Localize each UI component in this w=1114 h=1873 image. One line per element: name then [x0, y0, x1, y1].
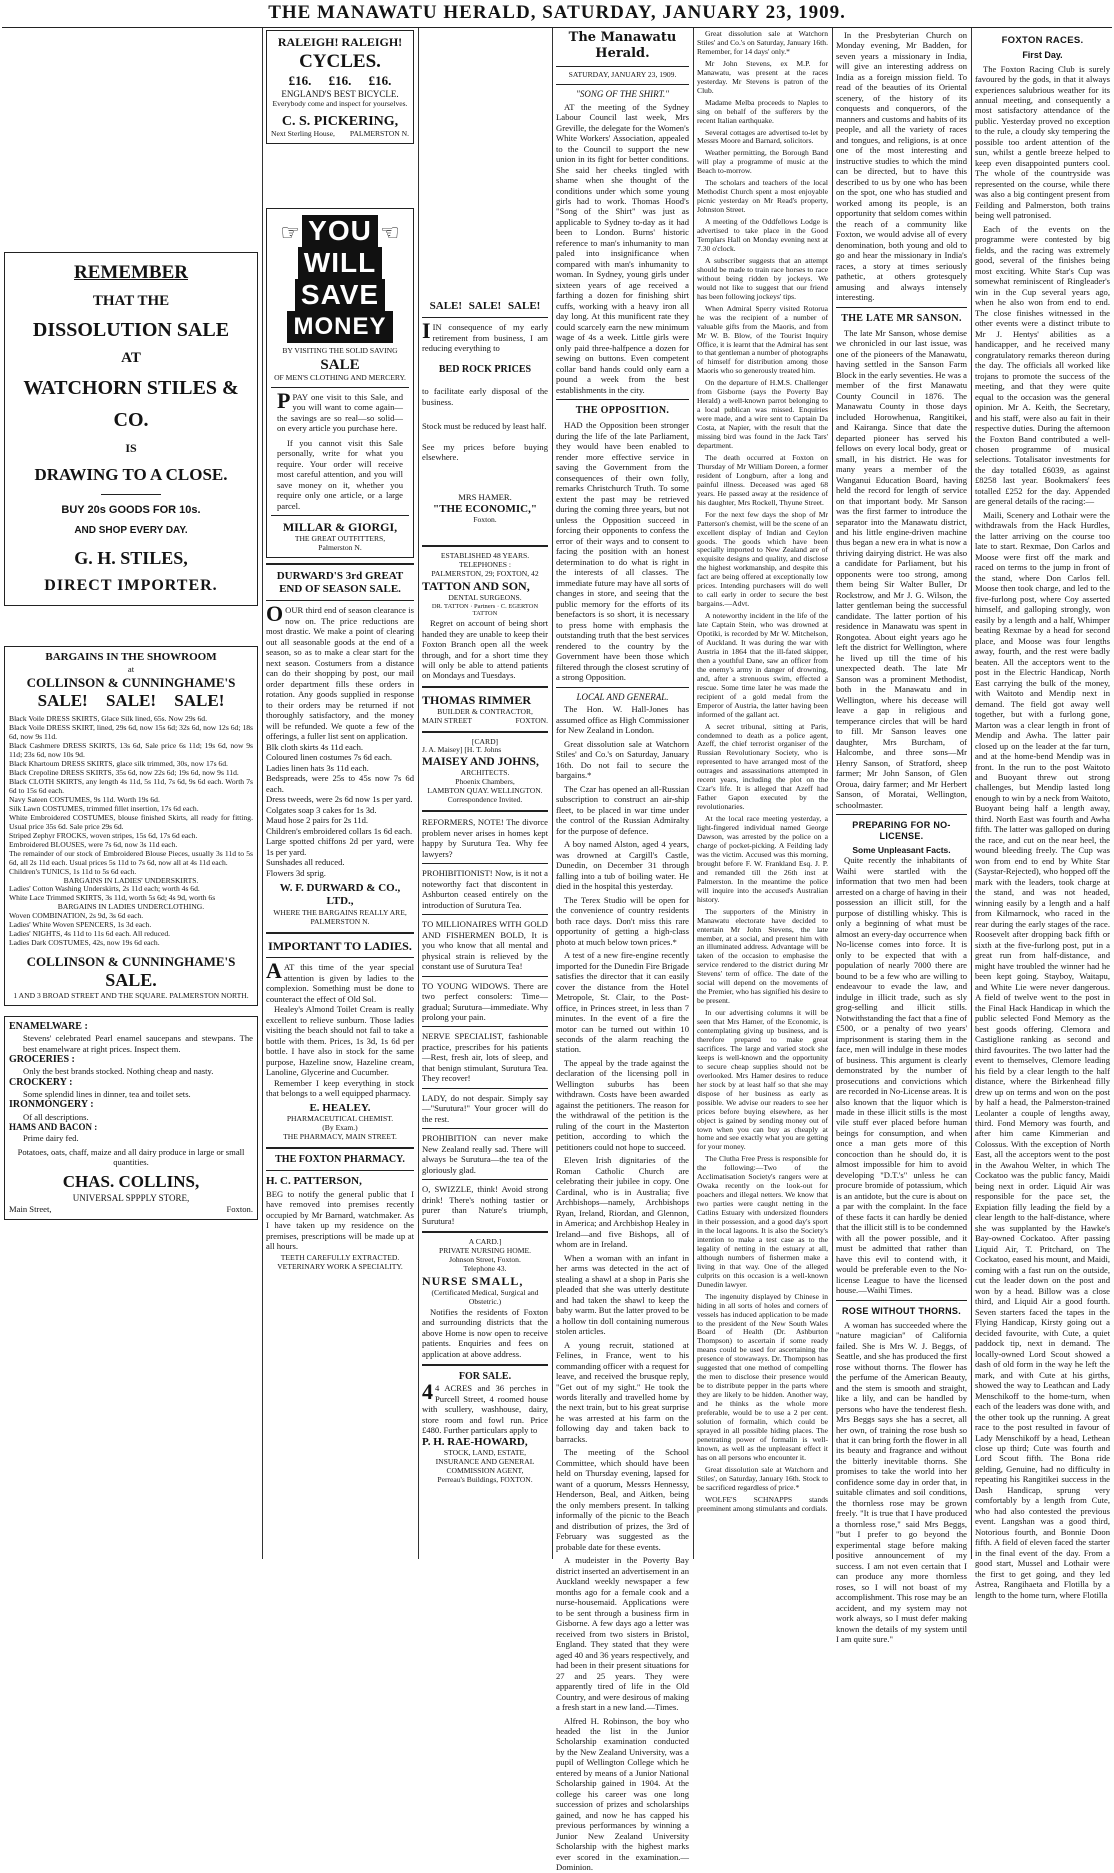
ad-banner: YOU	[302, 215, 378, 247]
article-paragraph: The Clutha Free Press is responsible for the following:—Two of the Acclimatisation Society's rangers were at Owaka recently on the look-out for poachers and illegal netters. We know that two parties were caught netting in the Catlins Estuary with undersized flounders in their possession, and a good day's sport in the local lagoons. It is also the Society's intention to make a test case as to the legality of netting in the estuary at all, although numbers of fishermen make a living in that way. One of the alleged culprits on this occasion is a well-known Dunedin lawyer.	[697, 1154, 828, 1289]
collinson-list	[9, 715, 253, 948]
column-divider	[262, 28, 263, 1559]
list-item: Maud hose 2 pairs for 2s 11d.	[266, 815, 369, 826]
ad-subheading: CROCKERY :	[9, 1076, 73, 1088]
ad-line: Everybody come and inspect for yourselves.	[272, 98, 408, 108]
ad-heading: H. C. PATTERSON,	[266, 1175, 362, 1188]
ad-line: ENGLAND'S BEST BICYCLE.	[281, 88, 399, 99]
ad-text: PAY one visit to this Sale, and you will want to come again—the savings are so real—so solid—on every article you purchase here.	[277, 391, 403, 434]
nurse-small-advertisement	[422, 1238, 548, 1359]
list-item: Embroidered BLOUSES, were 7s 6d, now 3s 11d each.	[9, 839, 178, 849]
column-3	[422, 30, 548, 1557]
ad-text: Some splendid lines in dinner, tea and toilet sets.	[23, 1088, 191, 1099]
ad-heading: IMPORTANT TO LADIES.	[268, 938, 412, 953]
article-title: LOCAL AND GENERAL.	[576, 691, 669, 702]
remember-heading: REMEMBER	[74, 262, 188, 283]
article-paragraph: A test of a new fire-engine recently imported for the Dunedin Fire Brigade satisfies the director that it can easily cover the distance from the Hotel Metropole, St. Clair, to the Post-office, in Princes street, in less than 7 minutes. In the event of a fire the motor can be turned out within 10 seconds of the alarm reaching the station.	[556, 950, 689, 1055]
ad-heading: P. H. RAE-HOWARD,	[422, 1435, 528, 1448]
ad-text: Healey's Almond Toilet Cream is really excellent to relieve sunburn. Those ladies visiting the beach should not fail to take a bottle with them. Prices, 1s 3d, 1s 6d per bottle. I have also in stock for the same purpose, Hazeline snow, Hazeline cream, Lanoline, Glycerine and Cucumber.	[266, 1004, 414, 1078]
article-subtitle: First Day.	[1022, 49, 1063, 60]
ad-line: PALMERSTON N.	[310, 916, 370, 926]
column-divider	[971, 28, 972, 1559]
ad-heading: THOMAS RIMMER	[422, 692, 531, 707]
ad-heading: COLLINSON & CUNNINGHAME'S	[26, 954, 236, 970]
ad-line: Perreau's Buildings, FOXTON.	[437, 1474, 533, 1484]
list-item: Children's TUNICS, 1s 11d to 5s 6d each.	[9, 866, 137, 876]
article-paragraph: A secret tribunal, sitting at Paris, condemned to death as a police agent, Azeff, the chief terrorist organiser of the Russian Revolutionary Society, who is represented to have arranged most of the outrages and assassinations attempted in recent years, including the plot on the Czar's life. It is alleged that Azeff had Father Gapon executed by the revolutionaries.	[697, 721, 828, 812]
ad-line: PRIVATE NURSING HOME.	[438, 1246, 532, 1256]
ad-text: Stock must be reduced by least half.	[422, 421, 547, 432]
surutura-ad: NERVE SPECIALIST, fashionable practice, prescribes for his patients—Rest, fresh air, lots of sleep, and that benign stimulant, Surutura Tea. They recover!	[422, 1031, 548, 1084]
pointing-hand-icon: ☜	[380, 219, 400, 245]
list-item: White Embroidered COSTUMES, blouse finished Skirts, all ready for fitting. Usual price 35s 6d. Sale price 29s 6d.	[9, 812, 253, 831]
ad-line: VETERINARY WORK A SPECIALITY.	[277, 1262, 403, 1272]
surutura-ad: REFORMERS, NOTE! The divorce problem never arises in homes kept happy by Surutura Tea. Why fee lawyers?	[422, 817, 548, 859]
column-divider	[693, 28, 694, 1559]
ad-line: Next Sterling House,	[271, 128, 335, 138]
ad-banner: WILL	[298, 247, 382, 279]
healey-advertisement: IMPORTANT TO LADIES. AAT this time of the year special attention is given by ladies to the complexion. Something must be done to counteract the effect of Old Sol. Healey's Almond Toilet Cream is really excellent to relieve sunburn. Those ladies visiting the beach should not fail to take a bottle with them. Prices, 1s 3d, 1s 6d per bottle. I have also in stock for the same purpose, Hazeline snow, Hazeline cream, Lanoline, Glycerine and Cucumber. Remember I keep everything in stock that belongs to a well equipped pharmacy. E. HEALEY. PHARMACEUTICAL CHEMIST. (By Exam.) THE PHARMACY, MAIN STREET.	[266, 938, 414, 1142]
surutura-ad: PROHIBITION can never make New Zealand really sad. There will always be Surutura—the tea of the gloriously glad.	[422, 1133, 548, 1175]
column-1	[4, 30, 258, 1557]
article-paragraph: Eleven Irish dignitaries of the Roman Catholic Church are celebrating their jubilee in copy. One Cardinal, who is in Australia; five Archbishops—namely, Archbishops Ryan, Ireland, Riordan, and Glennon, in America; and Archbishop Healey in Ireland—and five Bishops, all of whom are in Ireland.	[556, 1155, 689, 1250]
list-item: Blk cloth skirts 4s 11d each.	[266, 741, 364, 752]
article-paragraph: In the Presbyterian Church on Monday evening, Mr Badden, for seven years a missionary in India, will give an interesting address on India as a foreign mission field. To read of the beauties of its Oriental scenery, of the history of its conquests and conquerors, of the manners and customs and habits of its people, and all the variety of races and tongues, and religions, is at once one of the most interesting and instructive studies to which the mind can be directed, but to have this described to us by one who has been on the spot, one who has studied and worked among its people, is an opportunity that seldom comes within the reach of a community like Foxton, we would advise all of every denomination, both young and old to go and hear the missionary in India's races, a story at times seriously pathetic, at others grotesquely amusing and always intensely interesting.	[836, 30, 967, 303]
ad-line: PALMERSTON, 29; FOXTON, 42	[431, 569, 539, 579]
ad-line: DRAWING TO A CLOSE.	[34, 465, 228, 485]
rae-howard-advertisement: FOR SALE. 4 4 ACRES and 36 perches in Purcell Street, 4 roomed house with scullery, washhouse, dairy, store room and fowl run. Price £480. Further particulars apply to P. H. RAE-HOWARD, STOCK, LAND, ESTATE, INSURANCE AND GENERAL COMMISSION AGENT, Perreau's Buildings, FOXTON.	[422, 1370, 548, 1484]
column-5	[697, 30, 828, 1557]
ad-line: STOCK, LAND, ESTATE, INSURANCE AND GENERAL COMMISSION AGENT,	[435, 1448, 535, 1475]
ad-heading: RALEIGH! RALEIGH!	[277, 35, 403, 49]
remember-advertisement	[4, 252, 258, 606]
article-paragraph: Mr John Stevens, ex M.P. for Manawatu, was present at the races yesterday. Mr Stevens is patron of the Club.	[697, 58, 828, 95]
ad-line: UNIVERSAL SPPPLY STORE,	[72, 1193, 190, 1204]
ad-line: MAIN STREET	[422, 715, 472, 725]
ad-text: AT this time of the year special attention is given by ladies to the complexion. Something must be done to counteract the effect of Old Sol.	[266, 962, 414, 1004]
article-title: THE OPPOSITION.	[575, 405, 670, 417]
ad-heading: "THE ECONOMIC,"	[433, 502, 537, 515]
ad-line: Main Street,	[9, 1204, 52, 1215]
list-item: Black CLOTH SKIRTS, any length 4s 11d, 5s 11d, 7s 6d, 9s 6d each. Worth 7s 6d to 15s 6d each.	[9, 777, 253, 795]
ad-line: THE PHARMACY, MAIN STREET.	[283, 1132, 397, 1142]
list-item: Black Crepoline DRESS SKIRTS, 35s 6d, now 22s 6d; 19s 6d, now 9s 11d.	[9, 768, 239, 778]
list-item: Ladies' White Woven SPENCERS, 1s 3d each.	[9, 920, 152, 930]
article-paragraph: A meeting of the Oddfellows Lodge is advertised to take place in the Good Templars Hall on Monday evening next at 7.30 o'clock.	[697, 217, 828, 253]
ad-line: BUY 20s GOODS FOR 10s.	[61, 504, 201, 517]
ad-text: Stevens' celebrated Pearl enamel saucepans and stewpans. The best enamelware at right prices. Inspect them.	[23, 1033, 253, 1054]
ad-subheading: IRONMONGERY :	[9, 1099, 94, 1111]
article-paragraph: When a woman with an infant in her arms was detected in the act of stealing a shawl at a shop in Paris she pleaded that she was utterly destitute and had taken the shawl to keep the baby warm. But the latter proved to be a hollow tin doll containing numerous stolen articles.	[556, 1252, 689, 1337]
ad-heading: W. F. DURWARD & CO., LTD.,	[279, 882, 401, 908]
article-title: PREPARING FOR NO-LICENSE.	[852, 820, 951, 842]
article-paragraph: Alfred H. Robinson, the boy who headed the list in the Junior Scholarship examination conducted by the New Zealand University, was a pupil of Wellington College which he entered by means of a Junior National Scholarship gained in 1904. At the college his career was one long succession of prizes and scholarships gained, and now he has capped his previous performances by winning a Junior New Zealand University Scholarship with the highest marks ever scored in the examination.—Dominion.	[556, 1715, 689, 1873]
ad-line: BUILDER & CONTRACTOR,	[437, 706, 533, 716]
ad-line: OF MEN'S CLOTHING AND MERCERY.	[274, 372, 406, 382]
list-item: Black Voile DRESS SKIRTS, Glace Silk lined, 65s. Now 29s 6d.	[9, 714, 207, 724]
list-item: Black Voile DRESS SKIRT, lined, 29s 6d, now 15s 6d; 32s 6d, now 12s 6d; 18s 6d, now 9s 11d.	[9, 723, 253, 742]
ad-line: AND SHOP EVERY DAY.	[74, 524, 188, 536]
ad-line: A CARD.]	[468, 1237, 502, 1247]
ad-heading: BED ROCK PRICES	[438, 363, 532, 375]
list-item: Striped Zephyr FROCKS, woven stripes, 15s 6d, 17s 6d each.	[9, 830, 198, 840]
ad-line: [CARD]	[471, 736, 499, 746]
ad-line: BY VISITING THE SOLID SAVING	[282, 345, 398, 355]
ad-line: IS	[125, 440, 137, 455]
ad-heading: CHAS. COLLINS,	[62, 1172, 200, 1192]
article-paragraph: Great dissolution sale at Watchorn Stiles' and Co.'s on Saturday, January 16th. Do not fail to secure the bargains.*	[556, 738, 689, 781]
article-paragraph: The supporters of the Ministry in Manawatu electorate have decided to entertain Mr John Stevens, the late member, at a social, and present him with an illuminated address. Advantage will be taken of the occasion to emphasise the service rendered to the district during Mr Stevens' term of office. The date of the social will depend on the movements of the Premier, who has signified his desire to be present.	[697, 906, 828, 1006]
ad-text: Only the best brands stocked. Nothing cheap and nasty.	[23, 1066, 214, 1077]
article-paragraph: A mudeister in the Poverty Bay district inserted an advertisement in an Auckland weekly newspaper a few months ago for a female cook and a nurse-housemaid. Applications were to be sent through a business firm in Gisborne. A few days ago a letter was received from two sisters in Bristol, England. They stated that they were aged 40 and 36 years respectively, and had been in their present situations for 27 and 25 years. They were apparently tired of life in the Old Country, and were desirous of making a fresh start in a new land.—Times.	[556, 1555, 689, 1713]
ad-text: Remember I keep everything in stock that belongs to a well equipped pharmacy.	[266, 1077, 414, 1099]
ad-text: If you cannot visit this Sale personally, write for what you require. Your order will receive most careful attention, and you will save money on it, whether you require only one article, or a large parcel.	[277, 437, 403, 511]
column-2	[266, 30, 414, 1557]
list-item: Ladies' Cotton Washing Underskirts, 2s 11d each; worth 4s 6d.	[9, 884, 200, 894]
ad-line: Correspondence Invited.	[447, 795, 523, 805]
surutura-ad: LADY, do not despair. Simply say—"Surutura!" Your grocer will do the rest.	[422, 1092, 548, 1124]
list-item: Dress tweeds, were 2s 6d now 1s per yard.	[266, 794, 413, 805]
ad-line: (Certificated Medical, Surgical and Obstetric.)	[431, 1287, 539, 1306]
ad-text: OUR third end of season clearance is now on. The price reductions are most drastic. We make a point of clearing out all seasonable goods at the end of a season, so as to make a clear start for the next season. Costumers from a distance can do their shopping by post, our mail order department fills these orders in rotation. Any goods supplied in response to their orders may be returned if not thoroughly satisfactory, and the money will be refunded. We quote a few of the offerings, a fuller list sent on application.	[266, 605, 414, 742]
article-paragraph: The death occurred at Foxton on Thursday of Mr William Doreen, a former resident of Longburn, after a long and painful illness. Deceased was aged 68 years. He passed away at the residence of his daughter, Mrs Rockell, Thyune Street.	[697, 452, 828, 507]
article-paragraph: Each of the events on the programme were contested by big fields, and the racing was extremely good, several of the finishes being most exciting. White Star's Cup was somewhat reminiscent of Ringleader's win in the Cup several years ago, when he also won from end to end. The close finishes witnessed in the other events were a distinct tribute to Mr J. Hentys' abilities as a handicapper, and he received many congratulatory remarks thereon during the day. The officials all worked like trojans to promote the success of the meeting, and that they were quite equal to the occasion was the general opinion. Mr A. Keith, the Secretary, and his staff, were also au fait in their respective duties. During the afternoon the Foxton Band contributed a well-chosen programme of musical selections. Totalisator investments for the day totalled £6039, as against £8258 last year. Bookmakers' fees totalled £252 for the day. Appended are general details of the racing:—	[975, 223, 1110, 507]
ad-line: PHARMACEUTICAL CHEMIST.	[286, 1114, 394, 1124]
collinson-advertisement	[4, 646, 258, 1006]
ad-line: ESTABLISHED 48 YEARS.	[440, 551, 530, 561]
ad-banner: MONEY	[287, 311, 392, 343]
list-item: Silk Lawn COSTUMES, trimmed fillet insertion, 17s 6d each.	[9, 803, 199, 813]
editorial-title: The Manawatu Herald.	[568, 30, 677, 61]
ad-heading: C. S. PICKERING,	[281, 113, 399, 129]
ad-heading: THE FOXTON PHARMACY.	[275, 1153, 405, 1165]
list-item: Ladies' NIGHTS, 4s 11d to 11s 6d each. All reduced.	[9, 929, 171, 939]
ad-line: Johnson Street, Foxton.	[449, 1255, 521, 1265]
ad-heading: MAISEY AND JOHNS,	[422, 756, 539, 769]
ad-heading: SALE! SALE! SALE!	[37, 690, 225, 710]
ad-line: LAMBTON QUAY. WELLINGTON.	[427, 786, 543, 796]
ad-banner: SAVE	[295, 279, 385, 311]
list-item: Colgates soap 3 cakes for 1s 3d.	[266, 804, 377, 815]
ad-subheading: HAMS AND BACON :	[9, 1122, 98, 1133]
article-title: FOXTON RACES.	[1001, 35, 1084, 46]
surutura-ad: PROHIBITIONIST! Now, is it not a noteworthy fact that discontent in Ashburton ceased entirely on the introduction of Surutura Tea.	[422, 868, 548, 910]
article-paragraph: A boy named Alston, aged 4 years, was drowned at Cargill's Castle, Dunedin, on December 31 through falling into a tub of boiling water. He died in the hospital this yesterday.	[556, 839, 689, 892]
article-paragraph: The Czar has opened an all-Russian subscription to construct an air-ship fleet, to be placed in war time under the control of the Russian Admiralty for the purpose of defence.	[556, 783, 689, 836]
list-item: Ladies linen hats 3s 11d each.	[266, 762, 369, 773]
article-paragraph: The late Mr Sanson, whose demise we chronicled in our last issue, was one of the pioneers of the Manawatu, having settled in the Sanson Farm Block in the early seventies. He was a member of the first Manawatu County Council in 1876. The Manawatu County in those days included Horowhenua, Rangitikei, and Kairanga. Since that date the departed pioneer has served his fellows on every local body, great or small, in his district. He was for many years a member of the Wanganui Education Board, having held the record for length of service on that important body. Mr Sanson was the first farmer to introduce the separator into the Manawatu district, and his little engine-driven machine thus began a new era in what is now a thriving dairying district. He was also a candidate for Parliament, but his opponents were too strong, among them being Sir Walter Buller, Dr Rockstrow, and Mr J. G. Wilson, the latter gentleman being the successful candidate. The latter portion of his residence in Manawatu was spent in Rongotea. About eight years ago he left the district for Wellington, where he lived up till the time of his unexpected death. The late Mr Sanson was a prominent Methodist, both in the Manawatu and in Wellington, where his decease will leave a gap in religious and temperance circles that will be hard to fill. Mr Sanson leaves one daughter, Mrs Burcham, of Halcombe, and three sons—Mr Henry Sanson, of Stratford, sheep farmer; Mr John Sanson, of Glen Oroua, dairy farmer; and Mr Herbert Sanson, of Moratai, Wellington, schoolmaster.	[836, 327, 967, 810]
article-title: "SONG OF THE SHIRT."	[576, 88, 669, 99]
list-item: Sunshades all reduced.	[266, 857, 345, 868]
article-paragraph: A young recruit, stationed at Felines, in France, went to his commanding officer with a request for leave, and received the brusque reply, "Get out of my sight." He took the words literally and travelled home by the next train, but to his great surprise he was arrested at his farm on the following day and taken back to barracks.	[556, 1339, 689, 1444]
column-4	[556, 30, 689, 1873]
article-paragraph: WOLFE'S SCHNAPPS stands preeminent among stimulants and cordials.	[697, 1494, 828, 1513]
ad-line: Phoenix Chambers,	[455, 777, 515, 787]
ad-line: MRS HAMER.	[458, 492, 512, 503]
ad-heading: SALE! SALE! SALE!	[429, 300, 541, 312]
article-paragraph: The appeal by the trade against the declaration of the licensing poll in Wellington suburbs has been withdrawn. Costs have been awarded against the petitioners. The reason for the withdrawal of the petition is the ruling of the court in the Masterton petition, according to which the petitioners could not hope to succeed.	[556, 1057, 689, 1152]
collins-advertisement	[4, 1016, 258, 1220]
masthead: THE MANAWATU HERALD, SATURDAY, JANUARY 23, 1909.	[268, 2, 846, 23]
ad-line: AT	[121, 350, 141, 367]
ad-heading: SALE.	[105, 969, 157, 990]
column-divider	[418, 28, 419, 1559]
article-paragraph: When Admiral Sperry visited Rotorua he was the recipient of a number of valuable gifts from the Maoris, and from Mr W. B. Blow, of the Tourist Inquiry Office, it is learnt that the Admiral has sent to that gentleman a number of photographs of himself for distribution among those Maoris who so generously treated him.	[697, 303, 828, 376]
ad-heading: FOR SALE.	[458, 1370, 512, 1382]
list-item: Navy Sateen COSTUMES, 9s 11d. Worth 19s 6d.	[9, 794, 160, 804]
ad-text: Notifies the residents of Foxton and surrounding districts that the above Home is now open to receive patients. Enquiries and fees on application at above address.	[422, 1306, 548, 1359]
surutura-ad: TO YOUNG WIDOWS. There are two perfect consolers: Time—gradual; Surutura—immediate. Why prolong your pain.	[422, 980, 548, 1022]
ad-line: Telephone 43.	[463, 1264, 507, 1274]
article-paragraph: Great dissolution sale at Watchorn Stiles' and Co.'s on Saturday, January 16th. Remember, for 14 days' only.*	[697, 29, 828, 56]
ad-line: DR. TATTON · Partners · C. EGERTON TATTON	[431, 602, 539, 618]
ad-text: to facilitate early disposal of the business.	[422, 386, 548, 407]
article-paragraph: Maili, Scenery and Lothair were the withdrawals from the Hack Hurdles, the latter arriving on the course too late to start. Rexmae, Don Carlos and Moose were first off the mark and raced on terms to the jump in front of the stand, where Don Carlos fell. Moose then took charge, and led to the five-furlong post, where Coy asserted himself, and galloping strongly, won easily by a length and a half, Whimper beating Rexmae by a head for second place, and Moose was four lengths away, fourth, and the rest were badly beaten. All the acceptors went to the post in the Electric Handicap, North East carrying the bulk of the money, with Waitoto and Mendip next in demand. The field got away well together, but with a furlong gone, Marton was a clear length in front of Mendip and Awha. The latter pair closed up on the leader at the far turn, and at the home-bend Mendip was in front. In the run to the post Waitoto and Buoyant threw out strong challenges, but Mendip lasted long enough to win by a neck from Waitoto, Buoyant being half a length away, third. North East was fourth and Awha fifth. The latter was galloped on during the race, and cut on the near heel, the wound bleeding freely. The Cup was won from end to end by White Star (Saystar-Rejected), who hopped off the mark with the leaders, took charge at the stand, and was not headed, winning easily by a length and a half from Kilmarnock, who raced in the rear during the early stages of the race. Roosevelt after dropping back fifth or sixth at the five-furlong post, put in a great run from half-distance, and might have troubled the winner had he been kept going. Stayboy, Waitapu, and White Lie were never dangerous. A field of twelve went to the post in the Final Hack Handicap in which the public selected Fond Memory as the best goods offering. Clemora and Castiglione ranking as second and third favourites. The two latter had the event to themselves, Clemore leading his field by a clear length to the half distance, where the Birkenhead filly drew up on terms and won on the post by half a head, the Palmerston-trained Leolanter a couple of lengths away, third. Fond Memory was fourth, and after him came Kimmerian and Colossus. With the exception of North East, all the acceptors went to the post in the Awahou Welter, in which The Cockatoo was the public fancy, Maidi being next in order. Liquid Air was responsible for the pace set, the Expiation filly leading the field by a clear length to the half-distance, where she was supplanted by the Hawke's Bay-owned Cockatoo. After passing Liquid Air, T. Pritchard, on The Cockatoo, eased his mount, and Maidi, coming with a fast run on the outside, cut the leader down on the post and won by a head. Billow was a close third, and Liquid Air a good fourth. Seven starters faced the tapes in the Flying Handicap, Kirsty going out a decided favourite, with Cute, a quiet paddock tip, next in demand. The locally-owned Lord Scout showed a dash of old form in the way he left the mark, and with Cute at his girths, showed the way to Leathcan and Lady Menschikoff to the home-turn, when each of the leaders was done with, and the other took up the running. A great race to the post resulted in favour of Lady Menschikoff by a head, Lethean close up third; Cute was fourth and Lord Scout fifth. The Bona ride gelding, Genuine, had no difficulty in repeating his Rangitikei success in the Dash Handicap, sprung very comfortably by a length from Cute, who had also contested the previous event. Langshan was a good third, Notorious fourth, and Bonnie Doon fifth. A field of eleven faced the starter in the final event of the day. From a good start, Mussel and Lothair were the first to get going, and they led Astrea, Rangihaeta and Flotilla by a length to the home turn, where Flotilla	[975, 509, 1110, 1600]
ad-line: Palmerston N.	[318, 542, 362, 552]
durward-advertisement: DURWARD'S 3rd GREAT END OF SEASON SALE. OOUR third end of season clearance is now on. The price reductions are most drastic. We make a point of clearing out all seasonable goods at the end of a season, so as to make a clear start for the next season. Costumers from a distance can do their shopping by post, our mail order department fills these orders in rotation. Any goods supplied in response to their orders may be returned if not thoroughly satisfactory, and the money will be refunded. We quote a few of the offerings, a fuller list sent on application. Blk cloth skirts 4s 11d each. Coloured linen costumes 7s 6d each. Ladies linen hats 3s 11d each. Bedspreads, were 25s to 45s now 7s 6d each. Dress tweeds, were 2s 6d now 1s per yard. Colgates soap 3 cakes for 1s 3d. Maud hose 2 pairs for 2s 11d. Children's embroidered collars 1s 6d each. Large spotted chiffons 2d per yard, were 1s per yard. Sunshades all reduced. Flowers 3d sprig. W. F. DURWARD & CO., LTD., WHERE THE BARGAINS REALLY ARE, PALMERSTON N.	[266, 569, 414, 926]
article-paragraph: The Foxton Racing Club is surely favoured by the gods, in that it always experiences salubrious weather for its annual meeting, and consequently a most satisfactory attendance of the public. Yesterday proved no exception to the rule, a cloudy sky tempering the possible too ardent attention of the sun, whilst a gentle breeze helped to keep even disappointed punters cool. The whole of the countryside was represented on the course, while there was also a big contingent present from Feilding and Palmerston, both trains being well patronised.	[975, 63, 1110, 221]
pointing-hand-icon: ☞	[280, 219, 300, 245]
article-paragraph: For the next few days the shop of Mr Patterson's chemist, will be the scene of an excellent display of Indian and Ceylon goods. The goods which have been specially imported to New Zealand are of exquisite designs and quality, and disclose the highest workmanship, and despite this fact are being offered at exceptionally low prices. Intending purchasers will do well to call early in order to secure the best bargains.—Advt.	[697, 509, 828, 609]
ad-heading: E. HEALEY.	[309, 1101, 371, 1114]
list-heading: BARGAINS IN LADIES UNDERCLOTHING.	[57, 902, 205, 912]
ad-heading: CYCLES.	[299, 50, 381, 72]
list-item: White Lace Trimmed SKIRTS, 3s 11d, worth 5s 6d; 4s 9d, worth 6s	[9, 893, 216, 903]
hamer-advertisement: SALE! SALE! SALE! IIN consequence of my early retirement from business, I am reducing everything to BED ROCK PRICES to facilitate early disposal of the business. Stock must be reduced by least half. See my prices before buying elsewhere. MRS HAMER. "THE ECONOMIC," Foxton.	[422, 300, 548, 525]
article-paragraph: The Terex Studio will be open for the convenience of country residents both race days. Don't miss this rare opportunity of getting a high-class photo at much below town prices.*	[556, 894, 689, 947]
list-item: The remainder of our stock of Embroidered Blouse Pieces, usually 3s 11d to 5s 6d, all 2s 11d each. Usual prices 5s 11d to 7s 6d, now all at 4s 11d each.	[9, 848, 253, 867]
ad-text: Prime dairy fed.	[23, 1133, 79, 1144]
ad-line: FOXTON.	[515, 715, 548, 725]
article-paragraph: A woman has succeeded where the "nature magician" of California failed. She is Mrs W. J. Beggs, of Seattle, and she has produced the first rose without thorns. The flower has the perfume of the American Beauty, and the stem is smooth and straight, like a lily, and can be handled by persons who have the tenderest flesh. Mrs Beggs says she has a secret, all her own, of training the rose bush so that it can bring forth the flower in all its beauty and fragrance and without the bitterly inevitable thorns. She promises to take the world into her confidence some day in order that, in suitable climates and soil conditions, the thornless rose may be grown freely. "It is true that I have produced a thornless rose," said Mrs Beggs, "but I prefer to go beyond the experimental stage before making positive announcement of my success. I am not even certain that I can produce any more thornless roses, so I will not boast of my accomplishment. This rose may be an accident, and my system may not work always, so I must defer making known the details of my system until I am quite sure."	[836, 1319, 967, 1645]
ad-line: CO.	[113, 408, 149, 431]
ad-text: Of all descriptions.	[23, 1111, 89, 1122]
ad-subheading: GROCERIES :	[9, 1054, 75, 1066]
list-item: Black Cashmere DRESS SKIRTS, 13s 6d, Sale price 6s 11d; 19s 6d, now 9s 11d; 23s 6d, now 10s 9d.	[9, 741, 253, 760]
ad-heading: DURWARD'S 3rd GREAT END OF SEASON SALE.	[276, 569, 404, 596]
article-title: THE LATE MR SANSON.	[841, 312, 962, 324]
ad-line: (By Exam.)	[322, 1123, 358, 1133]
article-paragraph: At the local race meeting yesterday, a light-fingered individual named George Dawson, was arrested by the police on a charge of pocket-picking. A Feilding lady was the victim. Accused was this morning, brought before F. W. Frankland Esq. J. P. and remanded till the 26th inst at Palmerston. In the meantime the police will inquire into the accused's Australian history.	[697, 814, 828, 904]
ad-line: J. A. Maisey] [H. T. Johns	[422, 745, 502, 755]
ad-heading: BARGAINS IN THE SHOWROOM	[45, 650, 217, 663]
ad-line: PALMERSTON N.	[349, 128, 409, 138]
column-divider	[832, 28, 833, 1559]
article-paragraph: On the departure of H.M.S. Challenger from Gisborne (says the Poverty Bay Herald) a well-known parrot belonging to a local publican was missed. Enquiries were made, and a wire sent to Captain Da Costa, at Napier, with the result that the missing bird was found in the Jack Tars' department.	[697, 378, 828, 450]
article-paragraph: Quite recently the inhabitants of Waihi were startled with the information that two men had been arrested on a charge of having in their possession an illicit still, for the purpose of distilling whisky. This is only a beginning of what must be almost an every-day occurrence when No-license comes into force. It is only to be expected that with a population of nearly 7000 there are bound to be a few who are willing to endeavour to evade the law, and indulge in illicit trade, such as sly grog-selling and illicit stills. Notwithstanding the fact that a fine of £500, or a penalty of two years' imprisonment is staring them in the face, men will indulge in these modes of business. This argument is clearly demonstrated by the number of prosecutions and convictions which are recorded in No-License areas. It is also known that the liquor which is made in these illicit stills is the most vile stuff ever placed before human beings for consumption, and when once a man gets more of this concoction than he should do, it is almost impossible for him to avoid developing "D.T.'s" unless he can procure bromide of potassium, which is an antidote, but the cure is about on a par with the complaint. In the face of these facts it can hardly be denied that the illicit still is to be condemned with all the power possible, and it must be admitted that rather than have this evil to contend with, it would be preferable even to the No-license League to have the licensed house.—Waihi Times.	[836, 855, 967, 1296]
ad-heading: COLLINSON & CUNNINGHAME'S	[26, 674, 236, 690]
ad-heading: SALE	[320, 356, 360, 373]
ad-line: DIRECT IMPORTER.	[44, 577, 218, 595]
rimmer-advertisement	[422, 693, 548, 726]
maisey-johns-advertisement	[422, 738, 548, 806]
ad-heading: MILLAR & GIORGI,	[282, 520, 398, 535]
column-6	[836, 30, 967, 1645]
ad-line: G. H. STILES,	[74, 547, 188, 568]
column-7	[975, 30, 1110, 1600]
ad-line: DISSOLUTION SALE	[32, 319, 230, 342]
ad-text: IN consequence of my early retirement from business, I am reducing everything to	[422, 322, 548, 354]
article-paragraph: A subscriber suggests that an attempt should be made to train race horses to race without being ridden by jockeys. We would not like to suggest that our friend has been following jockeys' tips.	[697, 255, 828, 301]
ad-line: TELEPHONES :	[458, 560, 512, 570]
ad-text: BEG to notify the general public that I have removed into premises recently occupied by Mr Barnard, watchmaker. As I have taken up my residence on the premises, prescriptions will be made up at all hours.	[266, 1188, 414, 1251]
list-item: Bedspreads, were 25s to 45s now 7s 6d each.	[266, 773, 414, 794]
list-item: Woven COMBINATION, 2s 9d, 3s 6d each.	[9, 911, 144, 921]
article-paragraph: Several cottages are advertised to-let by Messrs Moore and Barnard, solicitors.	[697, 127, 828, 146]
ad-line: at	[127, 664, 135, 675]
raleigh-advertisement	[266, 30, 414, 144]
ad-line: THAT THE	[92, 292, 170, 309]
tatton-advertisement	[422, 552, 548, 681]
article-paragraph: The scholars and teachers of the local Methodist Church spent a most enjoyable picnic yesterday on Mr Read's property, Johnston Street.	[697, 178, 828, 215]
ad-line: TEETH CAREFULLY EXTRACTED.	[280, 1253, 400, 1263]
millar-giorgi-advertisement: ☞ YOU ☜ WILL SAVE MONEY BY VISITING THE SOLID SAVING SALE OF MEN'S CLOTHING AND MERCERY. PPAY one visit to this Sale, and you will want to come again—the savings are so real—so solid—on every article you purchase here. If you cannot visit this Sale personally, write for what you require. Your order will receive most careful attention, and you will save money on it, whether you require only one article, or a large parcel. MILLAR & GIORGI, THE GREAT OUTFITTERS, Palmerston N.	[266, 208, 414, 558]
surutura-ad: O, SWIZZLE, think! Avoid strong drink! There's nothing tastier or purer than Nature's triumph, Surutura!	[422, 1184, 548, 1226]
ad-line: WATCHORN STILES &	[23, 376, 239, 399]
article-paragraph: A noteworthy incident in the life of the late Captain Stein, who was drowned at Opotiki, is recorded by Mr W. Mitchelson, of Auckland. It was during the war with Austria in 1864 that the ill-fated skipper, then a youthful Dane, saw an officer from the enemy's army in danger of drowning, and, after a strenuous swim, effected a rescue. Some time later he was made the recipient of a gold medal from the Emperor of Austria, the latter having been informed of the gallant act.	[697, 611, 828, 719]
article-paragraph: HAD the Opposition been stronger during the life of the late Parliament, they would have been enabled to render more effective service in saving the Government from the consequences of their own folly, remarks Christchurch Truth. To some extent the past may be retrieved during the coming three years, but not unless the Opposition succeed in forcing their opponents to confess the error of their ways and to consent to facing the position with an honest determination to do what is right in the interests of all classes. The immediate future may have all sorts of changes in store, and seeing that the public memory for the efforts of its benefactors is so short, it is necessary to press home with emphasis the outstanding truth that the best services rendered to the country by the Government have been those which filtered through the closest scrutiny of a strong Opposition.	[556, 420, 689, 683]
ad-line: Foxton.	[226, 1204, 253, 1215]
ad-heading: TATTON AND SON,	[422, 579, 530, 594]
article-paragraph: Great dissolution sale at Watchorn and Stiles', on Saturday, January 16th. Stock to be sacrificed regardless of price.*	[697, 1464, 828, 1492]
article-subtitle: Some Unpleasant Facts.	[852, 845, 951, 855]
list-item: Black Khartoum DRESS SKIRTS, glace silk trimmed, 30s, now 17s 6d.	[9, 759, 228, 769]
ad-line: Foxton.	[473, 515, 497, 525]
ad-price: £16. £16. £16.	[288, 72, 392, 88]
ad-text: See my prices before buying elsewhere.	[422, 441, 548, 462]
top-rule	[2, 27, 1112, 28]
article-paragraph: The meeting of the School Committee, which should have been held on Thursday evening, lapsed for want of a quorum, Messrs Hennessy, Henderson, Beal, and Aitken, being the only members present. In talking informally of the picnic to the Beach and distribution of prizes, the 3rd of February was suggested as the probable date for these events.	[556, 1447, 689, 1552]
list-item: Ladies Dark COSTUMES, 42s, now 19s 6d each.	[9, 938, 160, 948]
article-paragraph: The ingenuity displayed by Chinese in hiding in all sorts of holes and corners of vessels has induced application to be made to the president of the New South Wales Board of Health (Dr. Ashburton Thompson) to ascertain if some ready means could be used for ascertaining the presence of stowaways. Dr. Thompson has suggested that one method of compelling the men to disclose their presence would be to distribute pepper in the parts where they are likely to be hidden. Another way, and he thinks as the whole more preferable, would be to use a 2 per cent. solution of formalin, which could be sprayed in all possible hiding places. The penetrating power of formalin is well-known, as well as the unpleasant effect it has on all persons who encounter it.	[697, 1291, 828, 1462]
list-item: Coloured linen costumes 7s 6d each.	[266, 752, 393, 763]
ad-line: THE GREAT OUTFITTERS,	[294, 533, 386, 543]
list-heading: BARGAINS IN LADIES' UNDERSKIRTS.	[63, 875, 199, 885]
ad-line: WHERE THE BARGAINS REALLY ARE,	[273, 907, 407, 917]
ad-text: Potatoes, oats, chaff, maize and all dairy produce in large or small quantities.	[17, 1146, 245, 1167]
ad-text: Regret on account of being short handed they are unable to keep their Foxton Branch open all the week through, and for a short time they will only be able to attend patients on Mondays and Tuesdays.	[422, 618, 548, 681]
surutura-ad: TO MILLIONAIRES WITH GOLD AND FISHERMEN BOLD, It is you who know that all mental and physical strain is relieved by the constant use of Surutura Tea!	[422, 919, 548, 972]
article-paragraph: Madame Melba proceeds to Naples to sing on behalf of the sufferers by the recent Italian earthquake.	[697, 97, 828, 125]
ad-heading: NURSE SMALL,	[422, 1274, 524, 1289]
column-divider	[552, 28, 553, 1559]
list-item: Flowers 3d sprig.	[266, 867, 326, 878]
editorial-date: SATURDAY, JANUARY 23, 1909.	[568, 69, 677, 79]
ad-line: DENTAL SURGEONS.	[448, 592, 522, 602]
ad-text: 4 ACRES and 36 perches in Purcell Street, 4 roomed house with scullery, washhouse, dairy, store room and fowl run. Price £480. Further particulars apply to	[422, 1383, 548, 1436]
surutura-advertisements	[422, 817, 548, 1226]
article-paragraph: The Hon. W. Hall-Jones has assumed office as High Commissioner for New Zealand in London.	[556, 704, 689, 736]
list-item: Large spotted chiffons 2d per yard, were 1s per yard.	[266, 836, 414, 857]
article-paragraph: AT the meeting of the Sydney Labour Council last week, Mrs Greville, the delegate for the Women's White Workers' Association, appealed to the Council to support the new union in its fight for better conditions. She said her cheeks tingled with shame when she thought of the conditions under which some young girls had to work. Thomas Hood's "Song of the Shirt" was just as applicable to Sydney to-day as it had been to London. Burns' historic reference to man's inhumanity to man paled into insignificance when compared with man's inhumanity to woman. In Sydney, young girls under sixteen years of age received a farthing a dozen for finishing shirt cuffs, working with a heavy iron all day long. At this munificent rate they could scarcely earn the new minimum wage of 4s a week. Little girls were only paid three-halfpence a dozen for sewing on buttons. Even competent collar band hands could only earn a pound a week from the best establishments in the city.	[556, 101, 689, 395]
article-paragraph: In our advertising columns it will be seen that Mrs Hamer, of the Economic, is contemplating giving up business, and is therefore prepared to make great sacrifices. The large and varied stock she keeps is well-known and the opportunity to secure cheap supplies should not be overlooked. Mrs Hamer desires to reduce her stock by at least half so that she may dispose of her business as early as possible. We advise our readers to see her prices before buying elsewhere, as her object is gained by sending money out of town when you can buy as cheaply at home and see exactly what you are getting for your money.	[697, 1008, 828, 1152]
article-title: ROSE WITHOUT THORNS.	[842, 1305, 961, 1316]
list-item: Children's embroidered collars 1s 6d each.	[266, 825, 413, 836]
ad-subheading: ENAMELWARE :	[9, 1020, 88, 1032]
article-paragraph: Weather permitting, the Borough Band will play a programme of music at the Beach to-morrow.	[697, 148, 828, 176]
patterson-advertisement	[266, 1175, 414, 1272]
ad-address: 1 AND 3 BROAD STREET AND THE SQUARE. PALMERSTON NORTH.	[13, 990, 249, 1000]
ad-line: ARCHITECTS.	[460, 768, 510, 778]
